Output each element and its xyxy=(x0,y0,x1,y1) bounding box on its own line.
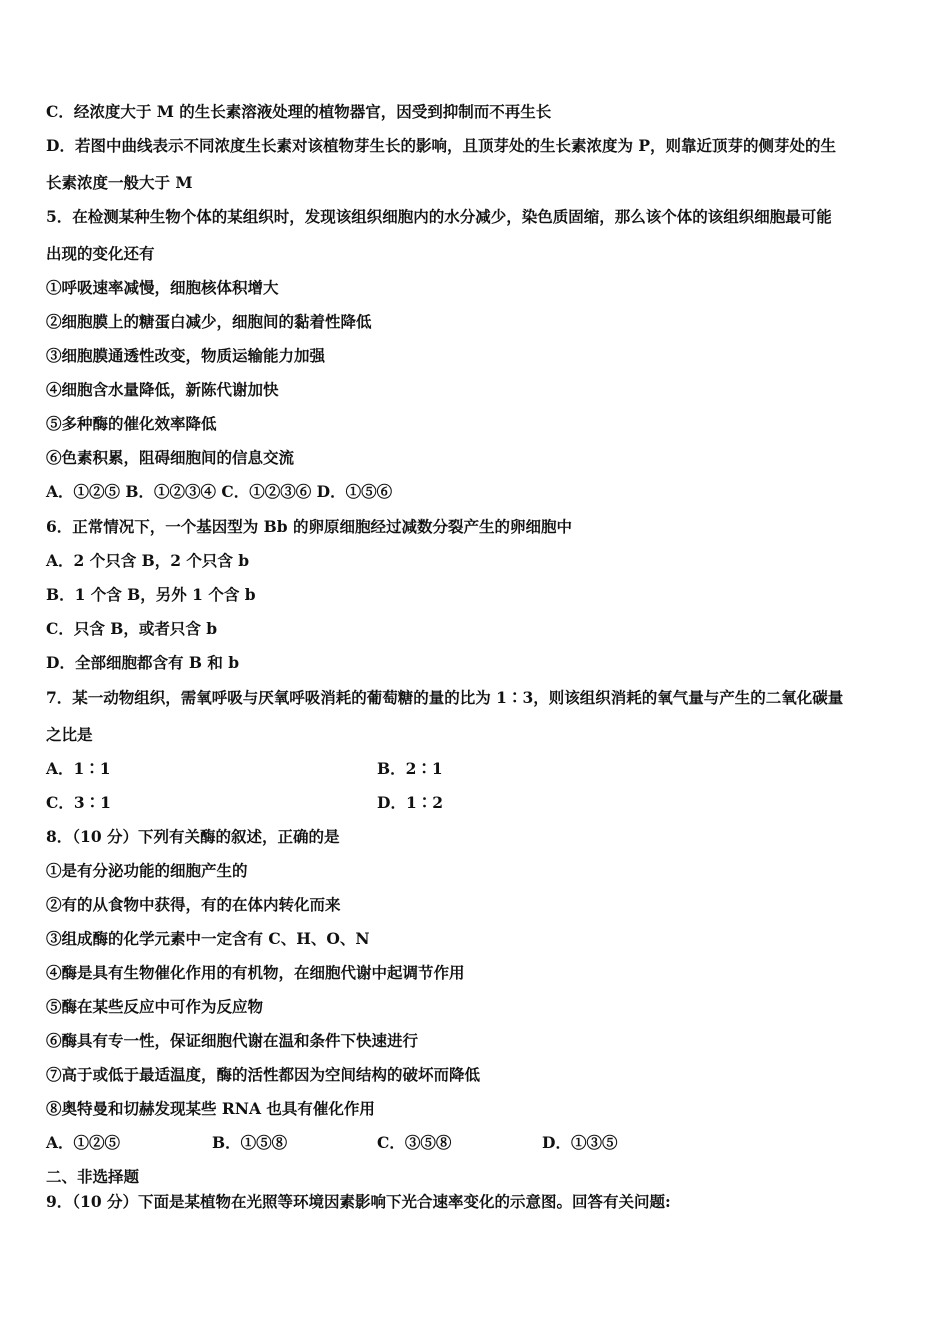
q4-option-c: C．经浓度大于 M 的生长素溶液处理的植物器官，因受到抑制而不再生长 xyxy=(46,102,552,121)
q6-option-b: B．1 个含 B，另外 1 个含 b xyxy=(46,585,256,604)
q8-item: ⑧奥特曼和切赫发现某些 RNA 也具有催化作用 xyxy=(46,1099,375,1118)
q7-stem-line1: 7．某一动物组织，需氧呼吸与厌氧呼吸消耗的葡萄糖的量的比为 1∶3，则该组织消耗的氧气量与产生的二氧化碳量 xyxy=(46,688,844,707)
q6-option-c: C．只含 B，或者只含 b xyxy=(46,619,218,638)
q5-options: A．①②⑤ B．①②③④ C．①②③⑥ D．①⑤⑥ xyxy=(46,482,393,501)
q8-option-c: C．③⑤⑧ xyxy=(377,1133,452,1152)
q6-option-d: D．全部细胞都含有 B 和 b xyxy=(46,653,240,672)
q5-item: ④细胞含水量降低，新陈代谢加快 xyxy=(46,380,279,399)
q5-item: ①呼吸速率减慢，细胞核体积增大 xyxy=(46,278,279,297)
q7-option-d: D．1∶2 xyxy=(377,793,444,812)
q7-stem-line2: 之比是 xyxy=(46,725,93,744)
q7-option-c: C．3∶1 xyxy=(46,793,111,812)
q5-item: ②细胞膜上的糖蛋白减少，细胞间的黏着性降低 xyxy=(46,312,372,331)
q7-option-b: B．2∶1 xyxy=(377,759,443,778)
q5-item: ⑥色素积累，阻碍细胞间的信息交流 xyxy=(46,448,295,467)
q7-option-a: A．1∶1 xyxy=(46,759,111,778)
q8-item: ②有的从食物中获得，有的在体内转化而来 xyxy=(46,895,341,914)
q8-option-b: B．①⑤⑧ xyxy=(212,1133,288,1152)
q5-item: ⑤多种酶的催化效率降低 xyxy=(46,414,217,433)
q8-item: ③组成酶的化学元素中一定含有 C、H、O、N xyxy=(46,929,370,948)
q8-item: ④酶是具有生物催化作用的有机物，在细胞代谢中起调节作用 xyxy=(46,963,465,982)
section-title: 二、非选择题 xyxy=(46,1167,140,1186)
q8-option-a: A．①②⑤ xyxy=(46,1133,121,1152)
q4-option-d-line2: 长素浓度一般大于 M xyxy=(46,173,193,192)
q5-stem-line1: 5．在检测某种生物个体的某组织时，发现该组织细胞内的水分减少，染色质固缩，那么该个体的该组织细胞最可能 xyxy=(46,207,832,226)
q8-option-d: D．①③⑤ xyxy=(542,1133,618,1152)
q8-stem: 8．（10 分）下列有关酶的叙述，正确的是 xyxy=(46,827,340,846)
q8-item: ⑥酶具有专一性，保证细胞代谢在温和条件下快速进行 xyxy=(46,1031,419,1050)
q8-item: ⑦高于或低于最适温度，酶的活性都因为空间结构的破坏而降低 xyxy=(46,1065,481,1084)
q8-item: ⑤酶在某些反应中可作为反应物 xyxy=(46,997,264,1016)
q9-stem: 9．（10 分）下面是某植物在光照等环境因素影响下光合速率变化的示意图。回答有关问题: xyxy=(46,1192,671,1211)
q4-option-d-line1: D．若图中曲线表示不同浓度生长素对该植物芽生长的影响，且顶芽处的生长素浓度为 P，则靠近顶芽的侧芽处的生 xyxy=(46,136,836,155)
q6-stem: 6．正常情况下，一个基因型为 Bb 的卵原细胞经过减数分裂产生的卵细胞中 xyxy=(46,517,573,536)
q5-item: ③细胞膜通透性改变，物质运输能力加强 xyxy=(46,346,326,365)
q6-option-a: A．2 个只含 B，2 个只含 b xyxy=(46,551,250,570)
q8-item: ①是有分泌功能的细胞产生的 xyxy=(46,861,248,880)
q5-stem-line2: 出现的变化还有 xyxy=(46,244,155,263)
